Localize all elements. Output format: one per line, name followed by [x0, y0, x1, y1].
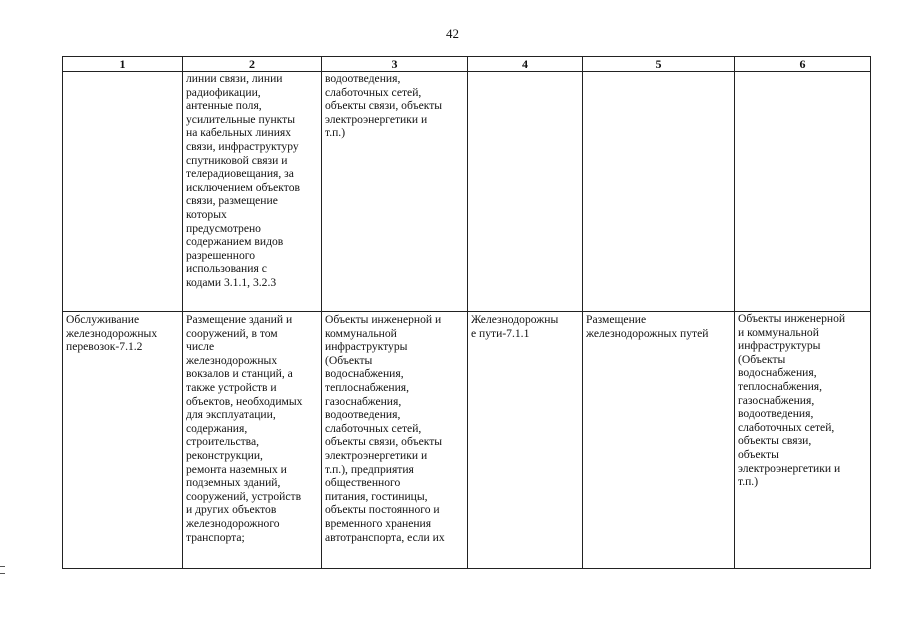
table-cell	[735, 312, 871, 569]
table-header-row	[63, 57, 871, 72]
regulation-table	[62, 56, 871, 569]
table-cell	[63, 72, 183, 312]
cell-text: водоотведения, слаботочных сетей, объекты связи, объекты электроэнергетики и т.п.)	[325, 72, 443, 140]
table-row	[63, 312, 871, 569]
column-header-6: 6	[735, 57, 871, 72]
table-cell	[468, 312, 583, 569]
table-cell	[468, 72, 583, 312]
table-cell	[583, 312, 735, 569]
margin-mark	[0, 566, 5, 574]
cell-text: Размещение зданий и сооружений, в том числе железнодорожных вокзалов и станций, а также устройств и объектов, необходимых для эксплуатации, содержания, строительства, реконструкции, ремонта наземных и подземных зданий, сооружений, устройств и других объектов железнодорожного транспорта;	[186, 313, 303, 544]
table-row	[63, 72, 871, 312]
column-header-4: 4	[468, 57, 583, 72]
cell-text: Объекты инженерной и коммунальной инфраструктуры (Объекты водоснабжения, теплоснабжения, газоснабжения, водоотведения, слаботочных сетей, объекты связи, объекты электроэнергетики и т.п.)	[738, 312, 846, 489]
table-cell	[322, 72, 468, 312]
table-cell	[583, 72, 735, 312]
page-number: 42	[446, 26, 459, 41]
table-cell	[183, 72, 322, 312]
cell-text: Железнодорожны е пути-7.1.1	[471, 313, 559, 340]
table-cell	[735, 72, 871, 312]
table-cell	[183, 312, 322, 569]
cell-text: Обслуживание железнодорожных перевозок-7.1.2	[66, 313, 158, 354]
cell-text: линии связи, линии радиофикации, антенные поля, усилительные пункты на кабельных линиях связи, инфраструктуру спутниковой связи и телерадиовещания, за исключением объектов связи, размещение которых предусмотрено содержанием видов разрешенного использования с кодами 3.1.1, 3.2.3	[186, 72, 300, 289]
cell-text: Объекты инженерной и коммунальной инфраструктуры (Объекты водоснабжения, теплоснабжения, газоснабжения, водоотведения, слаботочных сетей, объекты связи, объекты электроэнергетики и т.п.), предприятия общественного питания, гостиницы, объекты постоянного и временного хранения автотранспорта, если их	[325, 313, 445, 544]
table-cell	[322, 312, 468, 569]
column-header-3: 3	[322, 57, 468, 72]
column-header-5: 5	[583, 57, 735, 72]
column-header-1: 1	[63, 57, 183, 72]
column-header-2: 2	[183, 57, 322, 72]
table-cell	[63, 312, 183, 569]
cell-text: Размещение железнодорожных путей	[586, 313, 709, 340]
